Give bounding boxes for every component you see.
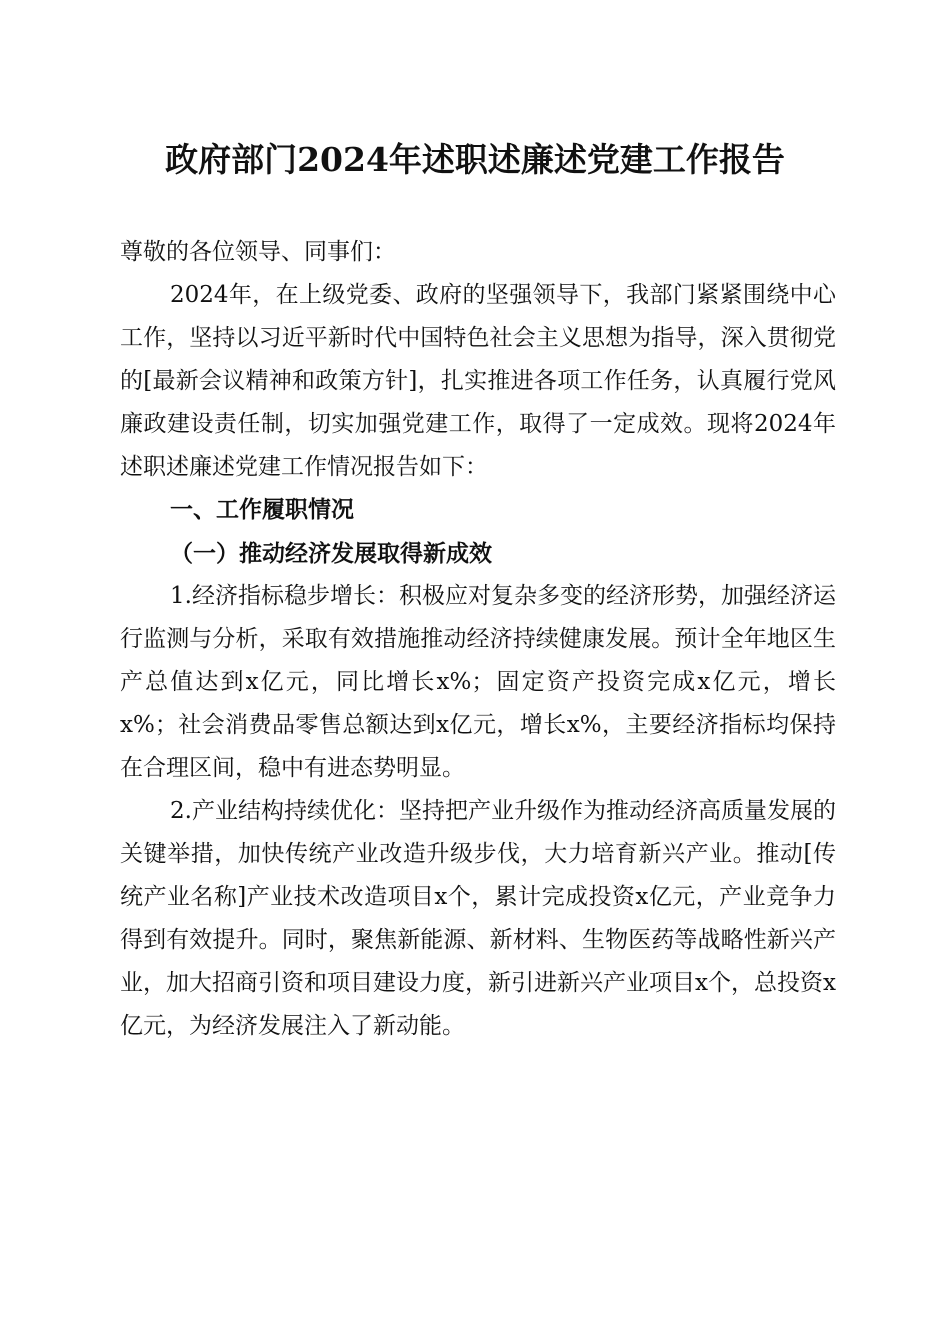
- document-title: 政府部门2024年述职述廉述党建工作报告: [165, 140, 785, 179]
- item-paragraph-2: 2.产业结构持续优化：坚持把产业升级作为推动经济高质量发展的关键举措，加快传统产业改造升级步伐，大力培育新兴产业。推动[传统产业名称]产业技术改造项目x个，累计完成投资x亿元，产业竞争力得到有效提升。同时，聚焦新能源、新材料、生物医药等战略性新兴产业，加大招商引资和项目建设力度，新引进新兴产业项目x个，总投资x亿元，为经济发展注入了新动能。: [120, 798, 836, 1039]
- document-body: [120, 231, 836, 1048]
- item-paragraph-1: 1.经济指标稳步增长：积极应对复杂多变的经济形势，加强经济运行监测与分析，采取有效措施推动经济持续健康发展。预计全年地区生产总值达到x亿元，同比增长x%；固定资产投资完成x亿元，增长x%；社会消费品零售总额达到x亿元，增长x%，主要经济指标均保持在合理区间，稳中有进态势明显。: [120, 583, 836, 781]
- salutation: 尊敬的各位领导、同事们：: [120, 239, 396, 265]
- section-heading: 一、工作履职情况: [170, 497, 354, 523]
- intro-paragraph: 2024年，在上级党委、政府的坚强领导下，我部门紧紧围绕中心工作，坚持以习近平新时代中国特色社会主义思想为指导，深入贯彻党的[最新会议精神和政策方针]，扎实推进各项工作任务，认真履行党风廉政建设责任制，切实加强党建工作，取得了一定成效。现将2024年述职述廉述党建工作情况报告如下：: [120, 282, 836, 480]
- subsection-heading: （一）推动经济发展取得新成效: [170, 540, 492, 567]
